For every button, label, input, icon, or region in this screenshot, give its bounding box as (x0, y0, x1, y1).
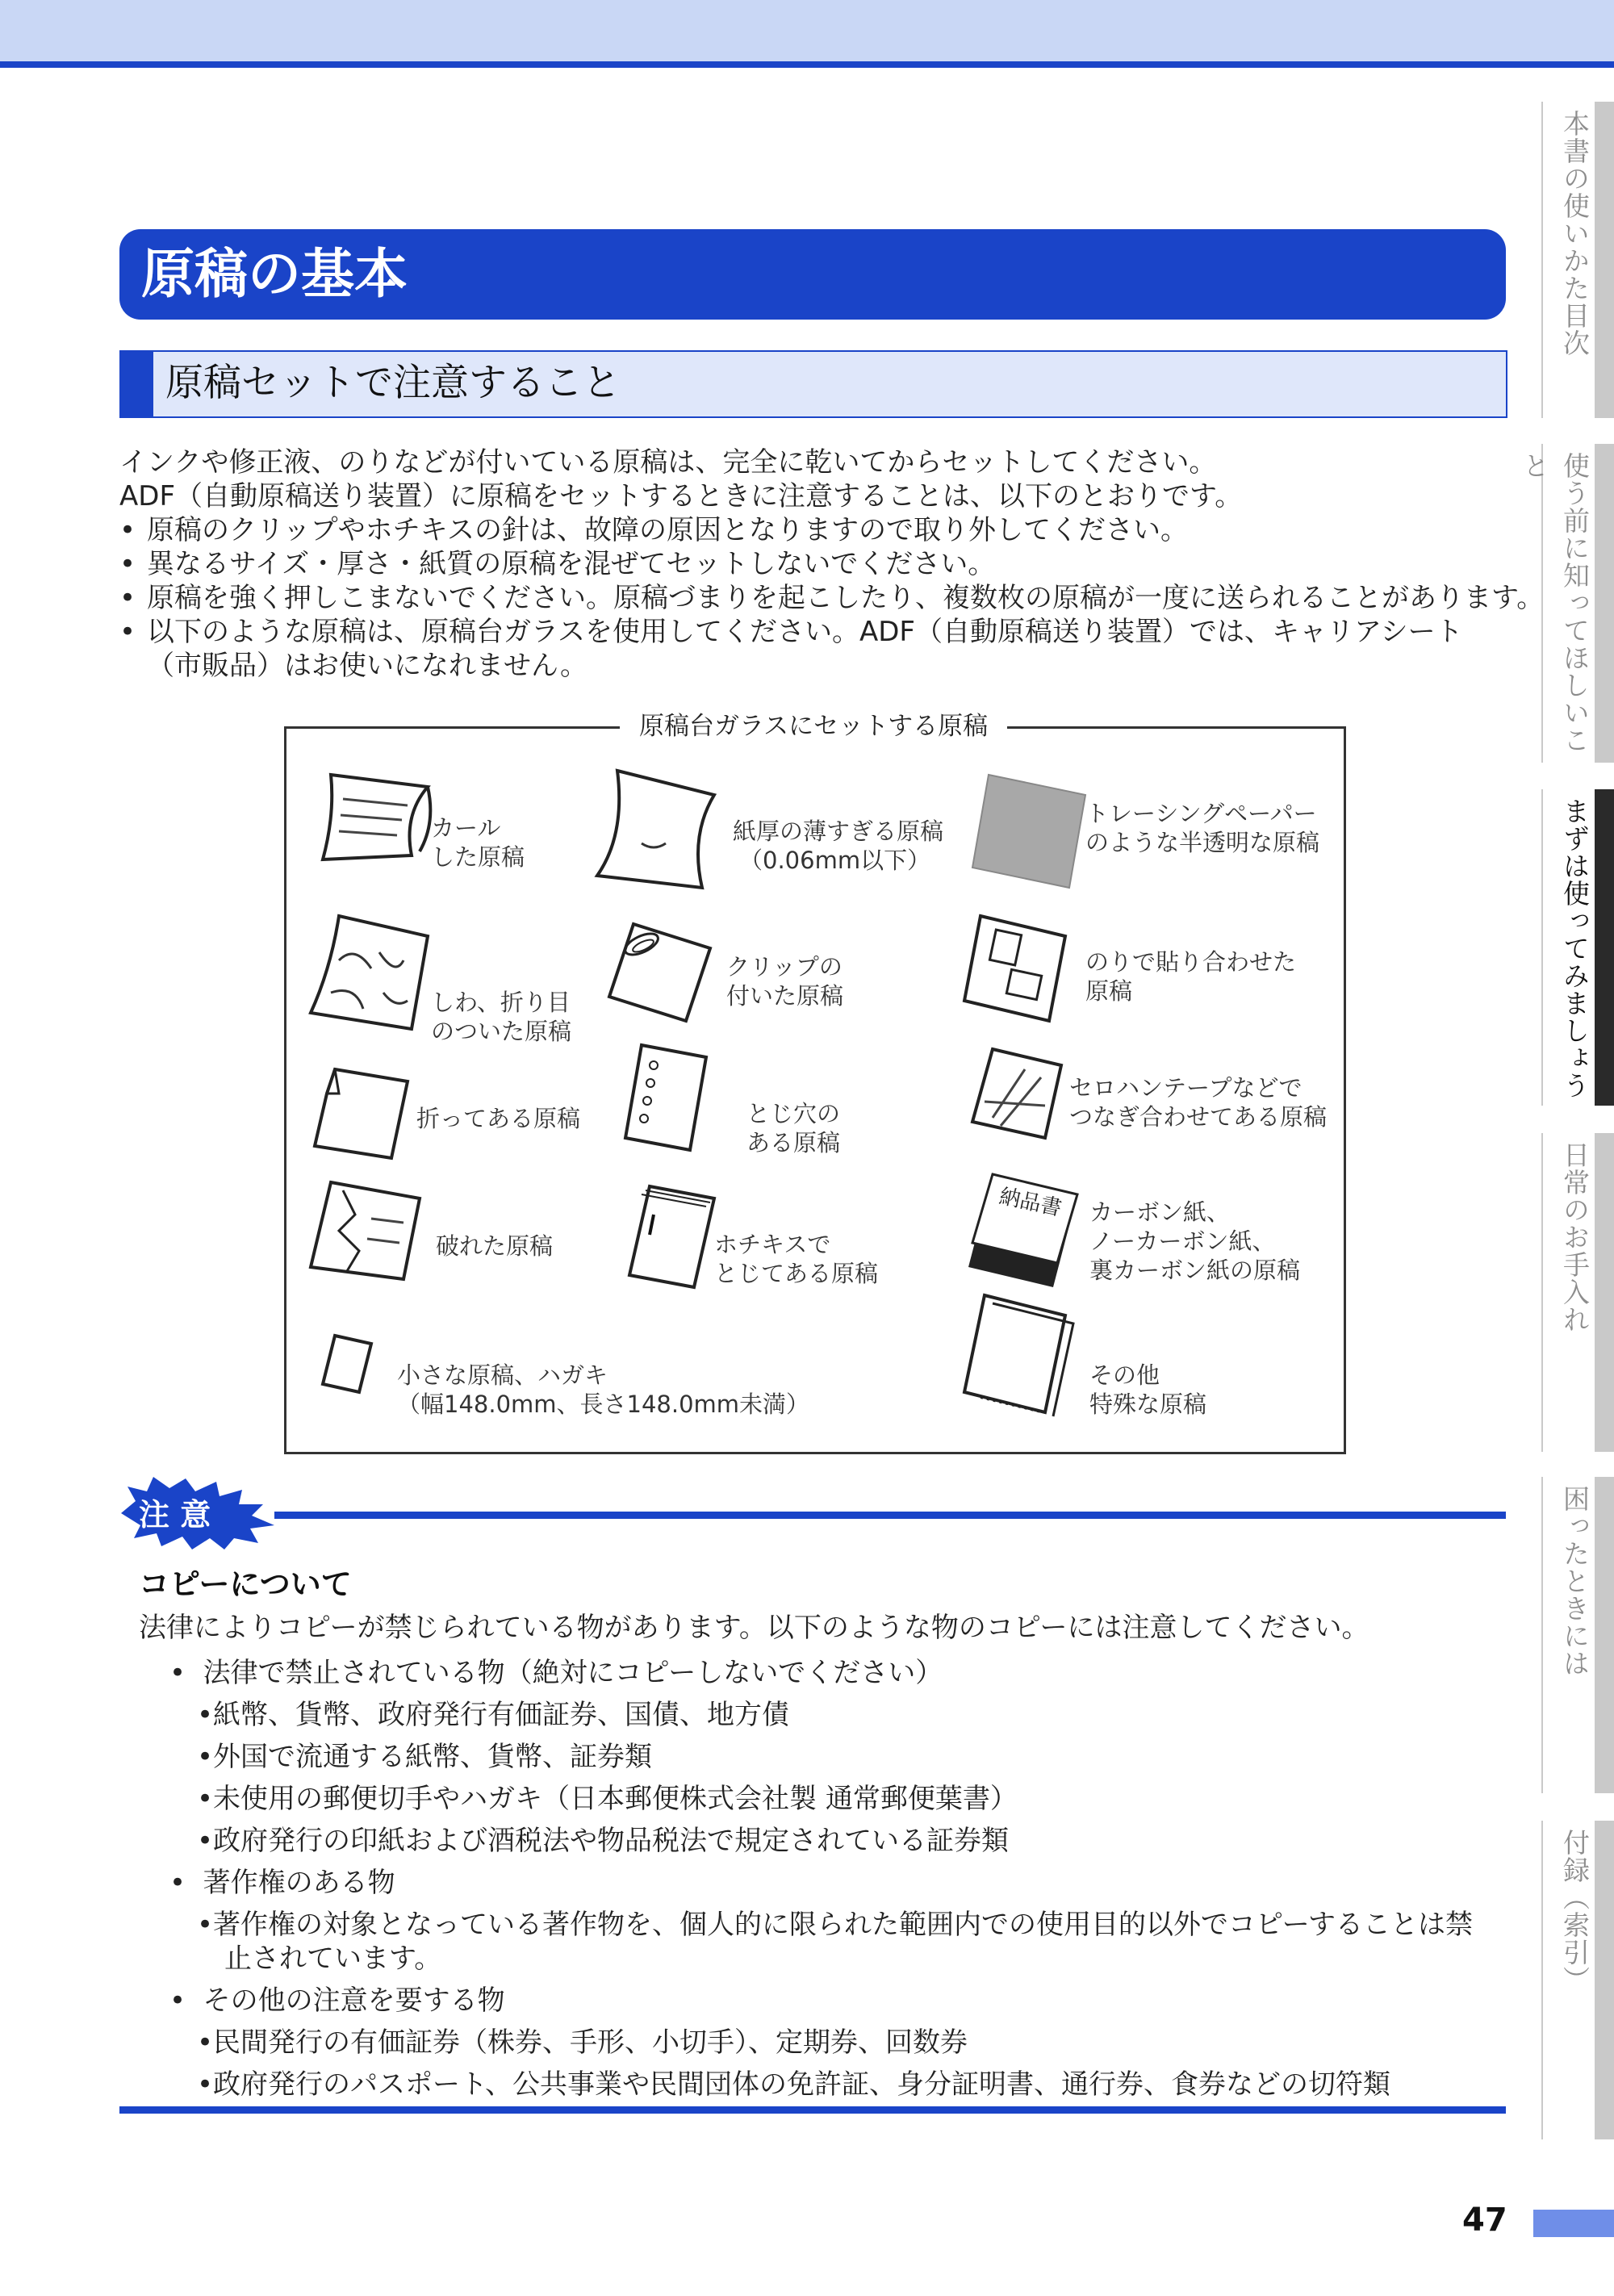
figure-label: 小さな原稿、ハガキ （幅148.0mm、長さ148.0mm未満） (397, 1361, 810, 1418)
caution-heading: コピーについて (139, 1566, 352, 1602)
figure-label: セロハンテープなどで つなぎ合わせてある原稿 (1069, 1074, 1328, 1131)
figure-label: その他 特殊な原稿 (1089, 1361, 1207, 1418)
tracing-paper-icon (972, 771, 1093, 892)
top-band (0, 0, 1614, 65)
caution-item: •政府発行の印紙および酒税法や物品税法で規定されている証券類 (197, 1825, 1010, 1857)
tab-before-use[interactable] (1519, 444, 1614, 763)
caution-item: •著作権の対象となっている著作物を、個人的に限られた範囲内での使用目的以外でコピーすることは禁 (197, 1909, 1473, 1941)
tab-bar (1595, 1477, 1614, 1793)
list-item-text: 原稿を強く押しこまないでください。原稿づまりを起こしたり、複数枚の原稿が一度に送られることがあります。 (147, 582, 1545, 614)
figure-label: のりで貼り合わせた 原稿 (1085, 948, 1297, 1005)
stapled-paper-icon (629, 1178, 718, 1291)
list-item: • 異なるサイズ・厚さ・紙質の原稿を混ぜてセットしないでください。 (119, 548, 996, 580)
list-item: • 原稿のクリップやホチキスの針は、故障の原因となりますので取り外してください。 (119, 514, 1188, 546)
wrinkled-paper-icon (307, 912, 436, 1033)
caution-group-title: その他の注意を要する物 (203, 1984, 505, 2017)
section-heading-marker (119, 350, 153, 418)
caution-item: •紙幣、貨幣、政府発行有価証券、国債、地方債 (197, 1699, 790, 1731)
glued-paper-icon (964, 912, 1069, 1025)
caution-item: •民間発行の有価証券（株券、手形、小切手）、定期券、回数券 (197, 2026, 968, 2059)
caution-group: • 著作権のある物 (169, 1867, 395, 1899)
list-item-text: 原稿のクリップやホチキスの針は、故障の原因となりますので取り外してください。 (147, 514, 1188, 546)
special-paper-icon (964, 1291, 1077, 1420)
carbon-paper-icon (964, 1170, 1081, 1291)
tab-bar (1595, 102, 1614, 418)
stamp-text: 納品書 (997, 1184, 1064, 1222)
figure-label: 紙厚の薄すぎる原稿 （0.06mm以下） (733, 818, 944, 874)
figure-label: とじ穴の ある原稿 (746, 1100, 841, 1156)
caution-item-continuation: 止されています。 (224, 1943, 442, 1975)
folded-paper-icon (311, 1065, 416, 1162)
section-heading: 原稿セットで注意すること (165, 361, 621, 405)
tab-bar (1595, 1133, 1614, 1452)
page-number: 47 (1462, 2202, 1507, 2239)
tab-contents[interactable] (1541, 102, 1614, 418)
list-item-text: 以下のような原稿は、原稿台ガラスを使用してください。ADF（自動原稿送り装置）では、キャリアシート (147, 616, 1463, 648)
intro-line: インクや修正液、のりなどが付いている原稿は、完全に乾いてからセットしてください。 (119, 446, 1217, 479)
figure-label: しわ、折り目 のついた原稿 (431, 989, 572, 1045)
tab-troubleshooting[interactable] (1541, 1477, 1614, 1793)
caution-group: • 法律で禁止されている物（絶対にコピーしないでください） (169, 1657, 943, 1689)
caution-badge-text: 注 意 (139, 1497, 211, 1533)
caution-group-title: 著作権のある物 (203, 1867, 395, 1899)
tab-label: 日常のお手入れ (1559, 1141, 1591, 1333)
page-number-bar (1533, 2210, 1614, 2237)
caution-item: •外国で流通する紙幣、貨幣、証券類 (197, 1741, 653, 1773)
tab-try-it[interactable] (1541, 789, 1614, 1106)
list-item: • 以下のような原稿は、原稿台ガラスを使用してください。ADF（自動原稿送り装置）では、キャリアシート (119, 616, 1463, 648)
small-paper-icon (319, 1332, 375, 1396)
top-rule (0, 61, 1614, 68)
figure-label: カール した原稿 (431, 814, 525, 871)
caution-group: • その他の注意を要する物 (169, 1984, 505, 2017)
taped-paper-icon (968, 1045, 1065, 1142)
caution-badge-icon (121, 1477, 282, 1549)
tab-label: 困ったときには (1559, 1485, 1591, 1677)
page-title: 原稿の基本 (141, 243, 408, 305)
tab-bar (1595, 1821, 1614, 2139)
figure-label: カーボン紙、 ノーカーボン紙、 裏カーボン紙の原稿 (1089, 1198, 1301, 1284)
curled-paper-icon (307, 767, 436, 872)
figure-label: ホチキスで とじてある原稿 (714, 1231, 879, 1287)
caution-group-title: 法律で禁止されている物（絶対にコピーしないでください） (203, 1657, 943, 1689)
caution-item: •政府発行のパスポート、公共事業や民間団体の免許証、身分証明書、通行券、食券などの切符類 (197, 2068, 1390, 2101)
tab-appendix[interactable] (1541, 1821, 1614, 2139)
tab-bar (1595, 444, 1614, 763)
figure-caption: 原稿台ガラスにセットする原稿 (620, 707, 1007, 746)
tab-bar (1595, 789, 1614, 1106)
tab-label: 使う前に知ってほしいこと (1519, 452, 1591, 754)
intro-line: ADF（自動原稿送り装置）に原稿をセットするときに注意することは、以下のとおりです。 (119, 480, 1243, 512)
tab-maintenance[interactable] (1541, 1133, 1614, 1452)
caution-item: •未使用の郵便切手やハガキ（日本郵便株式会社製 通常郵便葉書） (197, 1783, 1018, 1815)
tab-label: 付録（索引） (1559, 1829, 1591, 1993)
list-item-continuation (119, 649, 587, 683)
list-item-text: （市販品）はお使いになれません。 (147, 650, 588, 682)
caution-bottom-rule (119, 2106, 1506, 2114)
tab-label: 本書の使いかた目次 (1559, 110, 1591, 357)
figure-label: 破れた原稿 (436, 1232, 554, 1260)
caution-lead: 法律によりコピーが禁じられている物があります。以下のような物のコピーには注意してください。 (139, 1612, 1369, 1644)
list-item-text: 異なるサイズ・厚さ・紙質の原稿を混ぜてセットしないでください。 (147, 548, 996, 580)
torn-paper-icon (307, 1174, 428, 1287)
tab-label: まずは使ってみましょう (1559, 797, 1591, 1099)
figure-label: トレーシングペーパー のような半透明な原稿 (1085, 800, 1320, 856)
thin-paper-icon (585, 763, 722, 900)
punched-paper-icon (621, 1041, 710, 1154)
figure-label: 折ってある原稿 (416, 1105, 581, 1132)
list-item: • 原稿を強く押しこまないでください。原稿づまりを起こしたり、複数枚の原稿が一度に送られることがあります。 (119, 582, 1545, 614)
caution-rule (274, 1512, 1506, 1519)
clipped-paper-icon (609, 920, 714, 1025)
figure-label: クリップの 付いた原稿 (726, 953, 844, 1010)
